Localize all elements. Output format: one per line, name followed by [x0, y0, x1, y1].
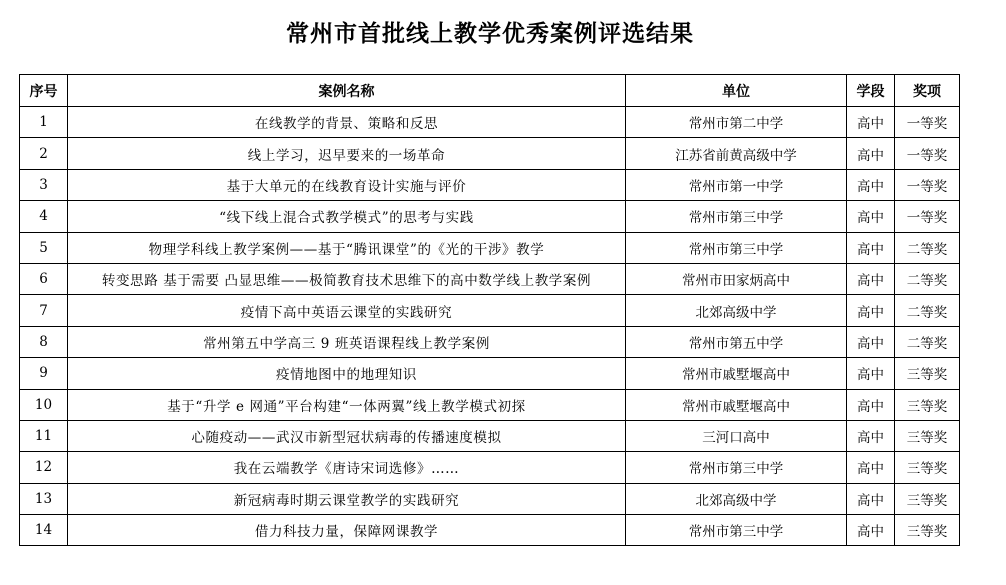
cell-award: 三等奖	[895, 515, 960, 546]
table-row	[20, 263, 960, 294]
cell-stage: 高中	[847, 138, 895, 169]
cell-no: 7	[20, 295, 68, 326]
table-row	[20, 389, 960, 420]
cell-case-name: 线上学习，迟早要来的一场革命	[68, 138, 626, 169]
cell-award: 三等奖	[895, 420, 960, 451]
table-row	[20, 107, 960, 138]
cell-stage: 高中	[847, 389, 895, 420]
header-unit: 单位	[626, 75, 847, 107]
cell-award: 三等奖	[895, 483, 960, 514]
cell-award: 二等奖	[895, 295, 960, 326]
table-row	[20, 483, 960, 514]
cell-case-name: 在线教学的背景、策略和反思	[68, 107, 626, 138]
header-award: 奖项	[895, 75, 960, 107]
cell-award: 一等奖	[895, 107, 960, 138]
cell-stage: 高中	[847, 263, 895, 294]
cell-case-name: 借力科技力量，保障网课教学	[68, 515, 626, 546]
cell-award: 一等奖	[895, 169, 960, 200]
cell-no: 1	[20, 107, 68, 138]
cell-case-name: 疫情地图中的地理知识	[68, 358, 626, 389]
cell-unit: 北郊高级中学	[626, 483, 847, 514]
cell-case-name: “线下线上混合式教学模式”的思考与实践	[68, 201, 626, 232]
cell-no: 2	[20, 138, 68, 169]
table-row	[20, 232, 960, 263]
cell-unit: 江苏省前黄高级中学	[626, 138, 847, 169]
cell-unit: 北郊高级中学	[626, 295, 847, 326]
cell-unit: 三河口高中	[626, 420, 847, 451]
cell-unit: 常州市戚墅堰高中	[626, 389, 847, 420]
cell-no: 13	[20, 483, 68, 514]
cell-stage: 高中	[847, 326, 895, 357]
cell-no: 8	[20, 326, 68, 357]
table-row	[20, 295, 960, 326]
cell-no: 3	[20, 169, 68, 200]
cell-no: 12	[20, 452, 68, 483]
cell-case-name: 物理学科线上教学案例——基于“腾讯课堂”的《光的干涉》教学	[68, 232, 626, 263]
cell-no: 10	[20, 389, 68, 420]
cell-award: 三等奖	[895, 358, 960, 389]
header-case-name: 案例名称	[68, 75, 626, 107]
cell-stage: 高中	[847, 232, 895, 263]
cell-unit: 常州市戚墅堰高中	[626, 358, 847, 389]
header-no: 序号	[20, 75, 68, 107]
table-row	[20, 515, 960, 546]
table-body	[20, 107, 960, 546]
cell-case-name: 新冠病毒时期云课堂教学的实践研究	[68, 483, 626, 514]
results-table	[19, 74, 960, 546]
cell-unit: 常州市第三中学	[626, 452, 847, 483]
cell-unit: 常州市第二中学	[626, 107, 847, 138]
cell-stage: 高中	[847, 358, 895, 389]
cell-no: 9	[20, 358, 68, 389]
cell-unit: 常州市田家炳高中	[626, 263, 847, 294]
cell-no: 11	[20, 420, 68, 451]
cell-case-name: 基于大单元的在线教育设计实施与评价	[68, 169, 626, 200]
table-header-row	[20, 75, 960, 107]
cell-no: 5	[20, 232, 68, 263]
cell-award: 三等奖	[895, 389, 960, 420]
cell-case-name: 我在云端教学《唐诗宋词选修》……	[68, 452, 626, 483]
cell-stage: 高中	[847, 515, 895, 546]
table-row	[20, 138, 960, 169]
cell-stage: 高中	[847, 483, 895, 514]
table-row	[20, 452, 960, 483]
cell-unit: 常州市第五中学	[626, 326, 847, 357]
cell-stage: 高中	[847, 107, 895, 138]
cell-unit: 常州市第一中学	[626, 169, 847, 200]
cell-award: 一等奖	[895, 201, 960, 232]
table-row	[20, 201, 960, 232]
cell-case-name: 转变思路 基于需要 凸显思维——极简教育技术思维下的高中数学线上教学案例	[68, 263, 626, 294]
cell-no: 4	[20, 201, 68, 232]
cell-unit: 常州市第三中学	[626, 201, 847, 232]
cell-stage: 高中	[847, 420, 895, 451]
cell-award: 二等奖	[895, 263, 960, 294]
table-row	[20, 326, 960, 357]
cell-case-name: 心随疫动——武汉市新型冠状病毒的传播速度模拟	[68, 420, 626, 451]
header-stage: 学段	[847, 75, 895, 107]
table-row	[20, 358, 960, 389]
cell-award: 三等奖	[895, 452, 960, 483]
cell-unit: 常州市第三中学	[626, 515, 847, 546]
cell-stage: 高中	[847, 452, 895, 483]
cell-no: 14	[20, 515, 68, 546]
cell-unit: 常州市第三中学	[626, 232, 847, 263]
cell-award: 一等奖	[895, 138, 960, 169]
cell-case-name: 基于“升学 e 网通”平台构建“一体两翼”线上教学模式初探	[68, 389, 626, 420]
page-title: 常州市首批线上教学优秀案例评选结果	[286, 21, 694, 47]
cell-case-name: 疫情下高中英语云课堂的实践研究	[68, 295, 626, 326]
cell-award: 二等奖	[895, 326, 960, 357]
table-row	[20, 420, 960, 451]
cell-case-name: 常州第五中学高三 9 班英语课程线上教学案例	[68, 326, 626, 357]
cell-stage: 高中	[847, 169, 895, 200]
cell-stage: 高中	[847, 201, 895, 232]
cell-award: 二等奖	[895, 232, 960, 263]
table-row	[20, 169, 960, 200]
cell-no: 6	[20, 263, 68, 294]
cell-stage: 高中	[847, 295, 895, 326]
